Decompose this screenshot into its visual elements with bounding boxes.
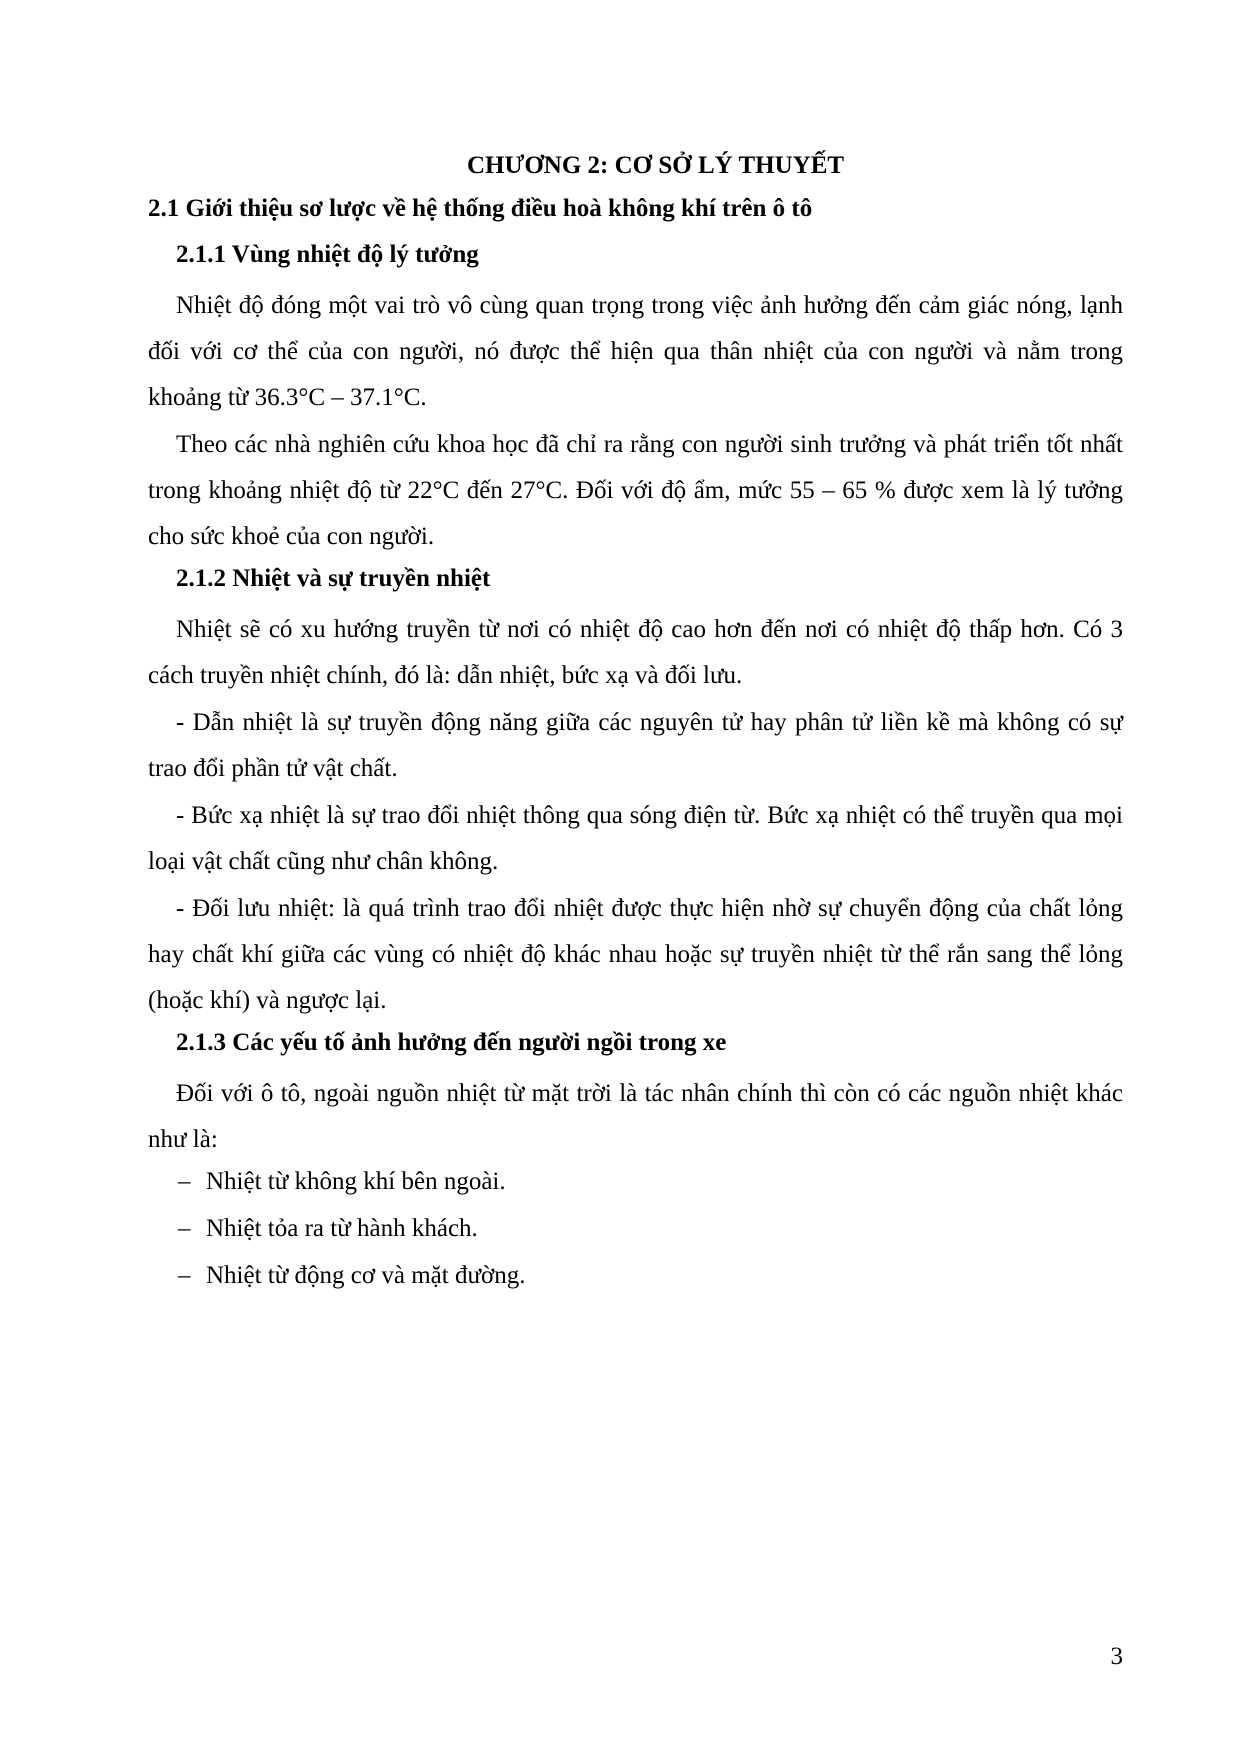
list-item-text: Nhiệt từ không khí bên ngoài. — [206, 1168, 506, 1195]
list-item — [178, 1258, 1123, 1294]
heat-source-list — [148, 1164, 1123, 1294]
list-item — [178, 1211, 1123, 1247]
section-2-1-2-heading: 2.1.2 Nhiệt và sự truyền nhiệt — [176, 565, 491, 592]
paragraph: - Bức xạ nhiệt là sự trao đổi nhiệt thông qua sóng điện từ. Bức xạ nhiệt có thể truyền qua mọi loại vật chất cũng như chân không. — [148, 802, 1123, 875]
section-2-1-3-heading: 2.1.3 Các yếu tố ảnh hưởng đến người ngồi trong xe — [176, 1029, 727, 1056]
page-content — [148, 142, 1123, 1305]
dash-bullet: – — [178, 1215, 191, 1242]
dash-bullet: – — [178, 1168, 191, 1195]
list-item-text: Nhiệt tỏa ra từ hành khách. — [206, 1215, 478, 1242]
list-item-text: Nhiệt từ động cơ và mặt đường. — [206, 1262, 526, 1289]
page-number: 3 — [1110, 1643, 1123, 1670]
dash-bullet: – — [178, 1262, 191, 1289]
paragraph: - Dẫn nhiệt là sự truyền động năng giữa các nguyên tử hay phân tử liền kề mà không có sự trao đổi phần tử vật chất. — [148, 709, 1123, 782]
chapter-title: CHƯƠNG 2: CƠ SỞ LÝ THUYẾT — [466, 152, 845, 179]
paragraph: Đối với ô tô, ngoài nguồn nhiệt từ mặt trời là tác nhân chính thì còn có các nguồn nhiệt khác như là: — [148, 1080, 1123, 1153]
paragraph: Nhiệt độ đóng một vai trò vô cùng quan trọng trong việc ảnh hưởng đến cảm giác nóng, lạnh đối với cơ thể của con người, nó được thể hiện qua thân nhiệt của con người và nằm trong khoảng từ 36.3°C – 37.1°C. — [148, 292, 1123, 411]
paragraph: Nhiệt sẽ có xu hướng truyền từ nơi có nhiệt độ cao hơn đến nơi có nhiệt độ thấp hơn. Có 3 cách truyền nhiệt chính, đó là: dẫn nhiệt, bức xạ và đối lưu. — [148, 616, 1123, 689]
paragraph: - Đối lưu nhiệt: là quá trình trao đổi nhiệt được thực hiện nhờ sự chuyển động của chất lỏng hay chất khí giữa các vùng có nhiệt độ khác nhau hoặc sự truyền nhiệt từ thể rắn sang thể lỏng (hoặc khí) và ngược lại. — [148, 895, 1123, 1014]
list-item — [178, 1164, 1123, 1200]
section-2-1-heading: 2.1 Giới thiệu sơ lược về hệ thống điều hoà không khí trên ô tô — [148, 195, 813, 222]
section-2-1-1-heading: 2.1.1 Vùng nhiệt độ lý tưởng — [176, 241, 479, 268]
paragraph: Theo các nhà nghiên cứu khoa học đã chỉ ra rằng con người sinh trưởng và phát triển tốt nhất trong khoảng nhiệt độ từ 22°C đến 27°C. Đối với độ ẩm, mức 55 – 65 % được xem là lý tưởng cho sức khoẻ của con người. — [148, 431, 1123, 550]
